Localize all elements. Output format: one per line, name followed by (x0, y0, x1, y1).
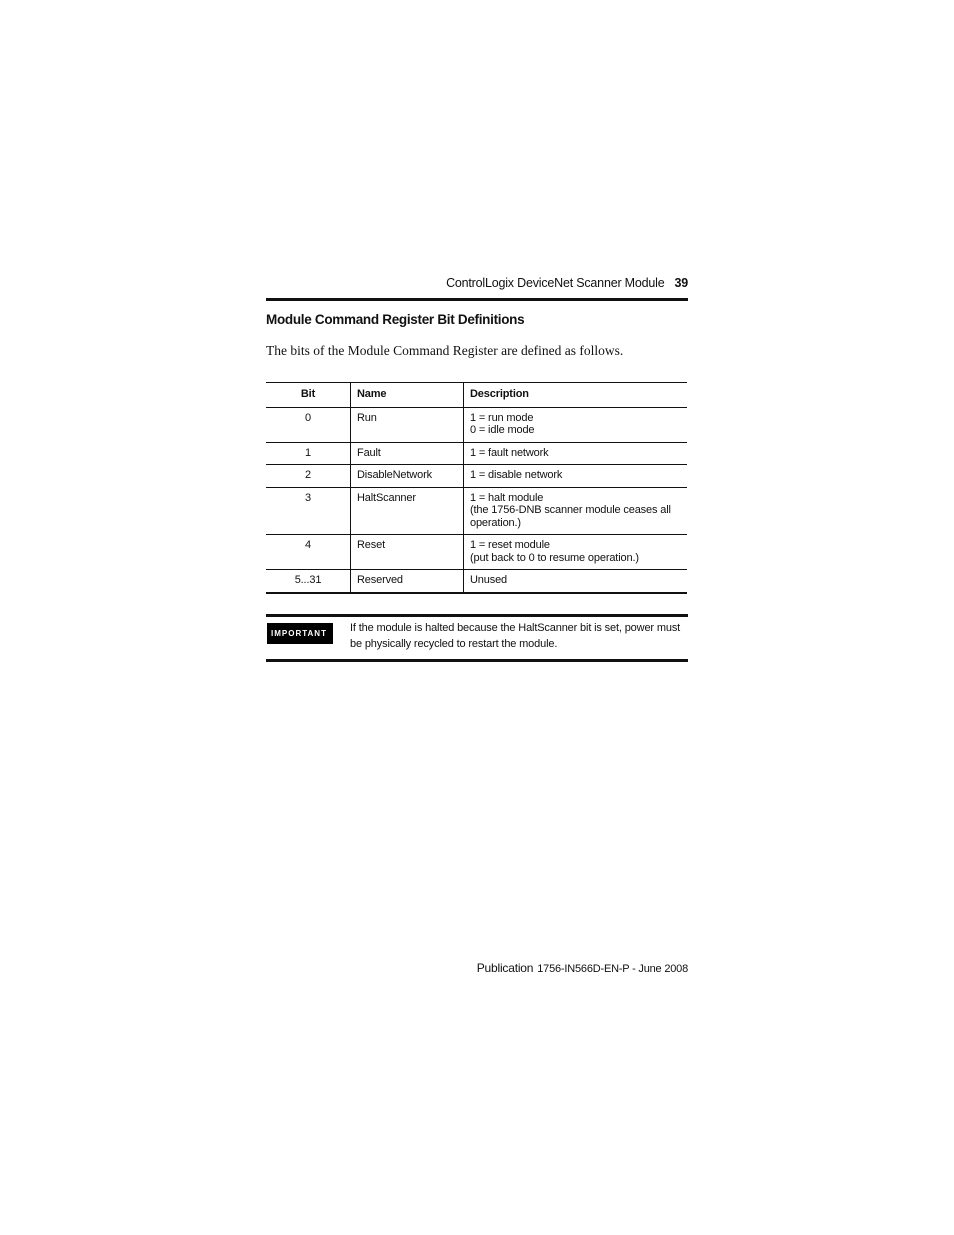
bit-cell: 0 (266, 407, 351, 442)
name-cell: Reserved (351, 570, 464, 593)
header-title: ControlLogix DeviceNet Scanner Module (446, 276, 665, 290)
section-title: Module Command Register Bit Definitions (266, 312, 525, 327)
description-line: 1 = fault network (470, 446, 549, 459)
footer-label: Publication (476, 961, 534, 975)
page-header (266, 276, 688, 294)
column-header-description: Description (464, 383, 688, 408)
description-line: 1 = run mode (470, 411, 534, 424)
important-badge: IMPORTANT (267, 623, 333, 644)
bit-cell: 4 (266, 535, 351, 570)
description-line: 1 = disable network (470, 469, 563, 481)
page-footer (266, 961, 688, 975)
description-cell (464, 487, 688, 535)
name-cell: Reset (351, 535, 464, 570)
description-cell (464, 442, 688, 465)
description-cell (464, 407, 688, 442)
page-number: 39 (674, 276, 688, 290)
table-row (266, 487, 687, 535)
table-row (266, 407, 687, 442)
table-row (266, 465, 687, 488)
column-header-name: Name (351, 383, 464, 408)
bit-cell: 5...31 (266, 570, 351, 593)
description-cell (464, 465, 688, 488)
name-cell: Run (351, 407, 464, 442)
bit-cell: 3 (266, 487, 351, 535)
table-row (266, 442, 687, 465)
name-cell: DisableNetwork (351, 465, 464, 488)
description-line: 1 = halt module (470, 491, 544, 504)
description-line: Unused (470, 574, 508, 586)
column-header-bit: Bit (266, 383, 351, 408)
header-rule (266, 298, 688, 301)
description-cell (464, 535, 688, 570)
bit-cell: 1 (266, 442, 351, 465)
table-row (266, 570, 687, 593)
name-cell: Fault (351, 442, 464, 465)
description-cell (464, 570, 688, 593)
table-row (266, 535, 687, 570)
name-cell: HaltScanner (351, 487, 464, 535)
publication-id: 1756-IN566D-EN-P - June 2008 (537, 963, 688, 975)
important-note (266, 614, 688, 662)
description-line: 1 = reset module (470, 539, 550, 551)
description-line: (put back to 0 to resume operation.) (470, 551, 639, 564)
important-text: If the module is halted because the HaltScanner bit is set, power must be physically recycled to restart the module. (350, 622, 681, 650)
description-line: 0 = idle mode (470, 424, 535, 436)
bit-definitions-table (266, 382, 687, 594)
description-line: (the 1756-DNB scanner module ceases all operation.) (470, 504, 671, 529)
section-intro: The bits of the Module Command Register are defined as follows. (266, 343, 624, 358)
bit-cell: 2 (266, 465, 351, 488)
table-header-row (266, 383, 687, 408)
